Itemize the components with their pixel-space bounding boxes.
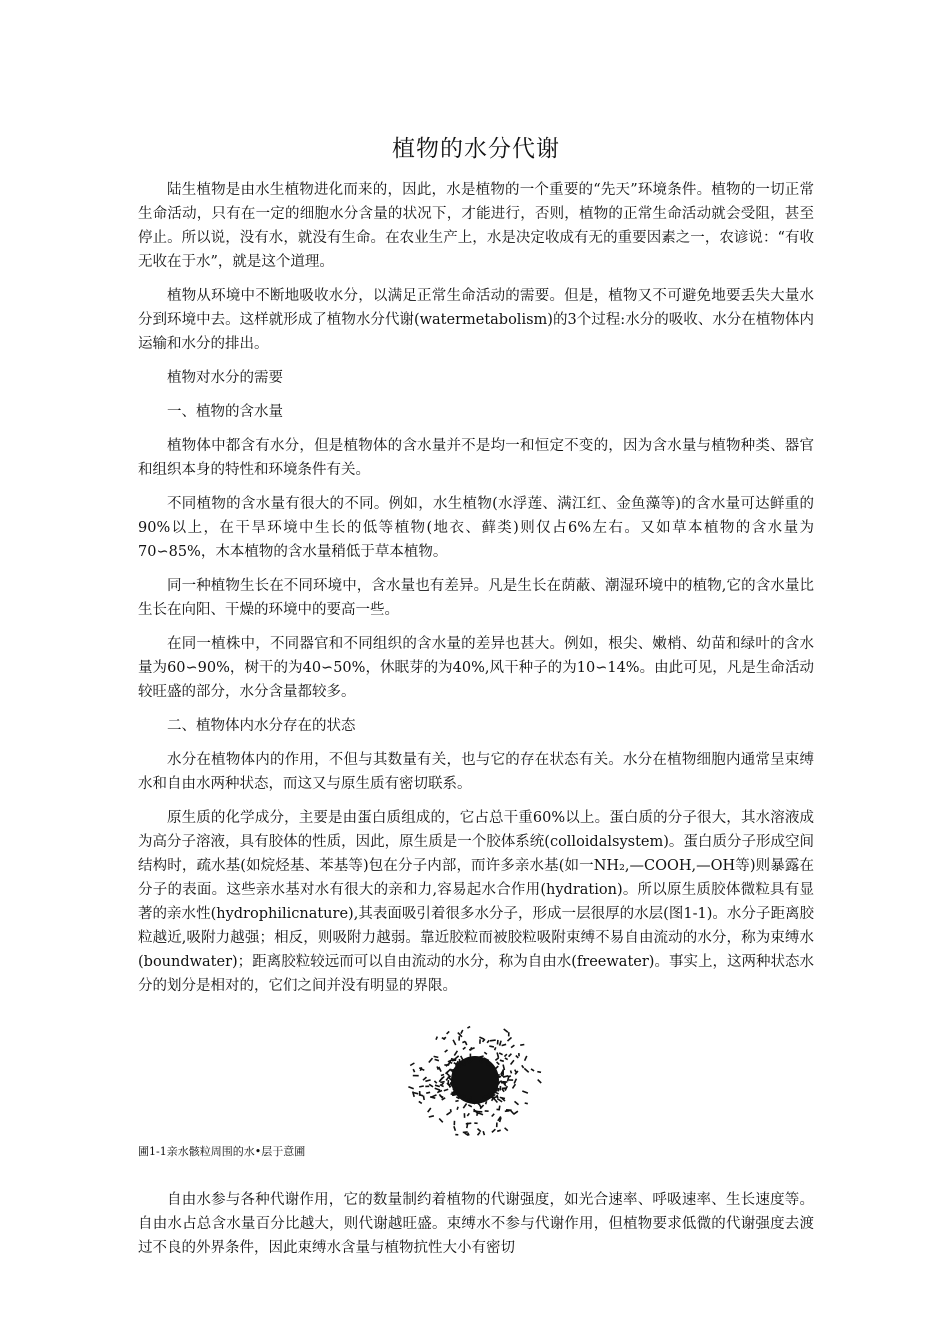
water-molecule (504, 1054, 507, 1056)
water-molecule (437, 1091, 439, 1093)
water-molecule (413, 1069, 414, 1072)
water-molecule (466, 1123, 472, 1124)
water-molecule (492, 1129, 496, 1132)
water-molecule (489, 1046, 494, 1047)
water-molecule (538, 1080, 542, 1083)
water-molecule (525, 1103, 528, 1104)
water-molecule (509, 1054, 512, 1057)
water-molecule (525, 1056, 527, 1061)
water-molecule (454, 1051, 457, 1056)
water-molecule (435, 1085, 440, 1086)
water-molecule (442, 1083, 444, 1085)
water-molecule (505, 1058, 508, 1060)
water-molecule (451, 1109, 452, 1112)
water-molecule (430, 1097, 435, 1098)
water-molecule (501, 1075, 504, 1077)
section-heading-water-state: 二、植物体内水分存在的状态 (167, 718, 356, 734)
water-molecule (429, 1116, 434, 1117)
water-molecule (487, 1040, 489, 1043)
water-molecule (484, 1052, 487, 1054)
water-molecule (423, 1096, 424, 1100)
water-molecule (440, 1076, 444, 1080)
water-molecule (425, 1080, 430, 1081)
water-molecule (434, 1081, 436, 1083)
paragraph-organs: 在同一植株中，不同器官和不同组织的含水量的差异也甚大。例如，根尖、嫩梢、幼苗和绿叶的含水量为60∽90%，树干的为40∽50%，休眠芽的为40%,风干种子的为10∽14%。由此可见，凡是生命活动较旺盛的部分，水分含量都较多。 (138, 636, 814, 700)
water-molecule (511, 1060, 514, 1064)
water-molecule (499, 1053, 502, 1055)
water-molecule (435, 1088, 440, 1090)
water-molecule (537, 1072, 541, 1073)
body-text (138, 178, 814, 1260)
water-molecule (514, 1079, 516, 1084)
water-molecule (469, 1048, 474, 1050)
water-molecule (511, 1045, 514, 1048)
water-molecule (478, 1132, 480, 1135)
water-molecule (522, 1091, 528, 1093)
water-molecule (439, 1067, 441, 1072)
water-molecule (423, 1077, 427, 1080)
paragraph-water-content: 植物体中都含有水分，但是植物体的含水量并不是均一和恒定不变的，因为含水量与植物种类、器官和组织本身的特性和环境条件有关。 (138, 438, 814, 478)
water-molecule (478, 1129, 481, 1132)
water-molecule (479, 1056, 484, 1057)
water-molecule (463, 1132, 468, 1133)
water-molecule (501, 1081, 503, 1084)
water-molecule (467, 1027, 470, 1029)
water-molecule (516, 1056, 519, 1058)
water-molecule (420, 1067, 421, 1071)
water-molecule (511, 1071, 512, 1074)
water-molecule (447, 1073, 450, 1076)
water-molecule (440, 1096, 443, 1098)
water-molecule (435, 1059, 439, 1060)
water-molecule (440, 1085, 444, 1087)
water-molecule (479, 1104, 481, 1107)
water-molecule (454, 1126, 456, 1131)
water-molecule (463, 1047, 466, 1049)
water-molecule (497, 1109, 500, 1110)
water-molecule (449, 1084, 450, 1088)
water-molecule (500, 1060, 504, 1061)
water-molecule (436, 1037, 437, 1040)
water-molecule (445, 1050, 448, 1052)
paragraph-protoplasm: 原生质的化学成分，主要是由蛋白质组成的，它占总干重60%以上。蛋白质的分子很大，其水溶液成为高分子溶液，具有胶体的性质，因此，原生质是一个胶体系统(colloidalsystem)。蛋白质分子形成空间结构时，疏水基(如烷烃基、苯基等)包在分子内部，而许多亲水基(如一NH₂,—COOH,—OH等)则暴露在分子的表面。这些亲水基对水有很大的亲和力,容易起水合作用(hydration)。所以原生质胶体微粒具有显著的亲水性(hydrophilicnature),其表面吸引着很多水分子，形成一层很厚的水层(图1-1)。水分子距离胶粒越近,吸附力越强；相反，则吸附力越弱。靠近胶粒而被胶粒吸附束缚不易自由流动的水分，称为束缚水(boundwater)；距离胶粒较远而可以自由流动的水分，称为自由水(freewater)。事实上，这两种状态水分的划分是相对的，它们之间并没有明显的界限。 (138, 810, 814, 994)
water-molecule (494, 1099, 498, 1103)
water-molecule (447, 1031, 450, 1034)
water-molecule (497, 1053, 498, 1058)
paragraph-metabolism: 植物从环境中不断地吸收水分，以满足正常生命活动的需要。但是，植物又不可避免地要丢失大量水分到环境中去。这样就形成了植物水分代谢(watermetabolism)的3个过程:水分的吸收、水分在植物体内运输和水分的排出。 (138, 288, 814, 352)
water-molecule (515, 1101, 519, 1104)
water-molecule (487, 1064, 490, 1065)
water-molecule (462, 1041, 465, 1042)
water-molecule (459, 1059, 460, 1065)
water-molecule (490, 1040, 496, 1041)
water-molecule (453, 1040, 456, 1045)
water-molecule (444, 1089, 448, 1090)
water-molecule (429, 1084, 433, 1087)
water-molecule (514, 1111, 518, 1114)
colloid-particle-illustration (400, 1020, 550, 1140)
paragraph-species-difference: 不同植物的含水量有很大的不同。例如，水生植物(水浮莲、满江红、金鱼藻等)的含水量可达鲜重的90%以上，在干旱环境中生长的低等植物(地衣、藓类)则仅占6%左右。又如草本植物的含水量为70∽85%，木本植物的含水量稍低于草本植物。 (138, 496, 814, 560)
water-molecule (520, 1045, 524, 1046)
paragraph-intro: 陆生植物是由水生植物进化而来的，因此，水是植物的一个重要的“先天”环境条件。植物的一切正常生命活动，只有在一定的细胞水分含量的状况下，才能进行，否则，植物的正常生命活动就会受阻，甚至停止。所以说，没有水，就没有生命。在农业生产上，水是决定收成有无的重要因素之一，农谚说：“有收无收在于水”，就是这个道理。 (138, 182, 814, 270)
water-molecule (419, 1086, 424, 1087)
water-molecule (483, 1131, 484, 1135)
paragraph-free-water: 自由水参与各种代谢作用，它的数量制约着植物的代谢强度，如光合速率、呼吸速率、生长速度等。自由水占总含水量百分比越大，则代谢越旺盛。束缚水不参与代谢作用，但植物要求低微的代谢强度去渡过不良的外界条件，因此束缚水含量与植物抗性大小有密切 (138, 1192, 814, 1256)
paragraph-environment: 同一种植物生长在不同环境中，含水量也有差异。凡是生长在荫蔽、潮湿环境中的植物,它的含水量比生长在向阳、干燥的环境中的要高一些。 (138, 578, 814, 618)
water-molecule (497, 1130, 501, 1131)
water-molecule (468, 1105, 472, 1107)
paragraph-water-state: 水分在植物体内的作用，不但与其数量有关，也与它的存在状态有关。水分在植物细胞内通常呈束缚水和自由水两种状态，而这又与原生质有密切联系。 (138, 752, 814, 792)
water-molecule (495, 1058, 498, 1061)
water-molecule (486, 1101, 487, 1104)
water-molecule (513, 1084, 516, 1088)
water-molecule (439, 1119, 443, 1123)
water-molecule (489, 1095, 494, 1096)
water-molecule (429, 1058, 433, 1062)
water-molecule (467, 1113, 469, 1116)
water-molecule (419, 1101, 422, 1103)
figure-hydrophilic-colloid (138, 1020, 814, 1140)
water-molecule (479, 1113, 484, 1115)
water-molecule (455, 1056, 459, 1059)
water-molecule (500, 1041, 502, 1046)
section-heading-water-need: 植物对水分的需要 (167, 370, 283, 386)
water-molecule (497, 1062, 500, 1065)
water-molecule (440, 1082, 444, 1083)
water-molecule (494, 1089, 498, 1090)
water-molecule (502, 1044, 507, 1045)
water-molecule (455, 1101, 458, 1102)
water-molecule (447, 1112, 451, 1115)
figure-caption: 圃1-1亲水骸粒周围的水•层于意圃 (138, 1145, 306, 1158)
water-molecule (467, 1123, 468, 1128)
water-molecule (428, 1108, 431, 1112)
document-page (138, 132, 814, 1260)
water-molecule (479, 1037, 484, 1039)
water-molecule (500, 1097, 505, 1098)
water-molecule (503, 1065, 504, 1070)
water-molecule (505, 1111, 510, 1112)
water-molecule (504, 1029, 508, 1032)
section-heading-water-content: 一、植物的含水量 (167, 404, 283, 420)
water-molecule (492, 1114, 495, 1117)
water-molecule (408, 1087, 413, 1089)
water-molecule (457, 1107, 458, 1110)
page-title: 植物的水分代谢 (392, 136, 560, 162)
water-molecule (495, 1047, 496, 1050)
water-molecule (426, 1092, 430, 1093)
water-molecule (463, 1104, 466, 1109)
water-molecule (437, 1067, 438, 1070)
water-molecule (508, 1037, 512, 1041)
water-molecule (441, 1075, 444, 1076)
water-molecule (414, 1093, 419, 1094)
water-molecule (502, 1069, 503, 1074)
water-molecule (524, 1068, 528, 1072)
water-molecule (531, 1069, 534, 1071)
water-molecule (505, 1128, 508, 1131)
water-molecule (448, 1060, 452, 1062)
water-molecule (522, 1065, 524, 1068)
water-molecule (434, 1056, 439, 1057)
water-molecule (410, 1063, 414, 1066)
water-molecule (497, 1099, 502, 1102)
water-molecule (461, 1030, 463, 1034)
